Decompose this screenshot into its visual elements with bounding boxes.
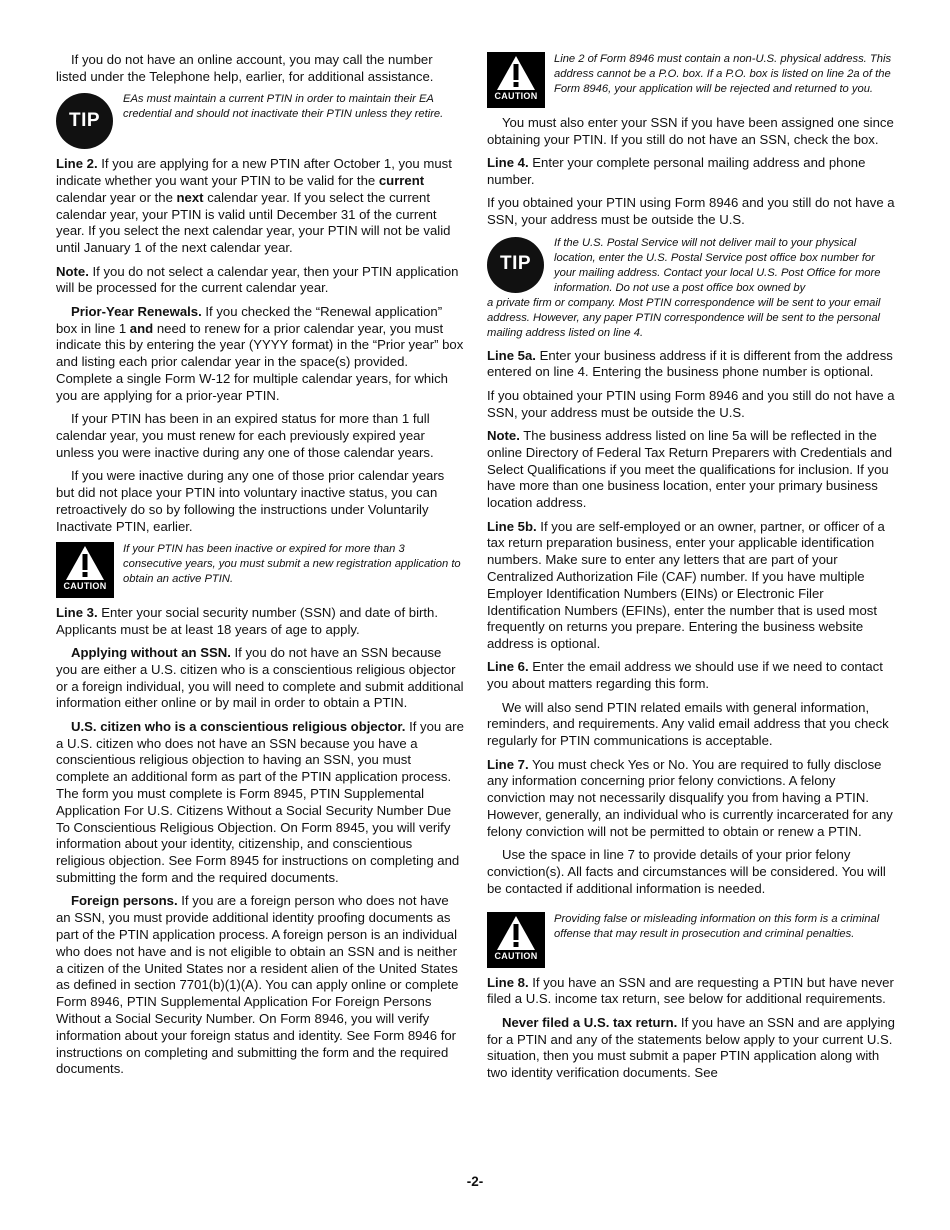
caution-text: If your PTIN has been inactive or expired for more than 3 consecutive years, you must submit a new registration application to obtain an active PTIN. xyxy=(123,542,461,585)
paragraph-line-6: Line 6. Enter the email address we should use if we need to contact you about matters regarding this form. xyxy=(487,659,883,692)
paragraph-line-5b: Line 5b. If you are self-employed or an owner, partner, or officer of a tax return preparation business, enter your applicable identification numbers. Make sure to enter any letters that are part of your Centralized Authorization File (CAF) number. If you have multiple Employer Identification Numbers (EINs) or Electronic Filer Identification Numbers (EFINs), enter the number that is used most frequently on returns you prepare. Entering the business website address is optional. xyxy=(487,518,885,652)
caution-box-false-info xyxy=(487,912,895,968)
paragraph-never-filed: Never filed a U.S. tax return. If you have an SSN and are applying for a PTIN and any of the statements below apply to your current U.S. situation, then you must submit a paper PTIN application along with two identity verification documents. See xyxy=(487,1014,895,1081)
paragraph-form-8946-address: If you obtained your PTIN using Form 8946 and you still do not have a SSN, your address must be outside the U.S. xyxy=(487,195,895,228)
caution-text: Providing false or misleading information on this form is a criminal offense that may result in prosecution and criminal penalties. xyxy=(554,912,880,940)
paragraph-line-2: Line 2. If you are applying for a new PTIN after October 1, you must indicate whether you want your PTIN to be valid for the current calendar year or the next calendar year. If you select the current calendar year, your PTIN is valid until December 31 of the current year. If you select the next calendar year, your PTIN will not be valid until January 1 of the next calendar year. xyxy=(56,156,452,256)
paragraph-note-business: Note. The business address listed on line 5a will be reflected in the online Directory of Federal Tax Return Preparers with Credentials and Select Qualifications if you meet the qualifications for inclusion. If you have more than one business location, enter your primary business location address. xyxy=(487,427,893,511)
paragraph-line-3: Line 3. Enter your social security number (SSN) and date of birth. Applicants must be at least 18 years of age to apply. xyxy=(56,604,438,637)
caution-icon: CAUTION xyxy=(487,52,545,108)
paragraph-emails: We will also send PTIN related emails with general information, reminders, and requirements. Any valid email address that you check regularly for PTIN communications is acceptable. xyxy=(487,699,889,749)
paragraph-note: Note. If you do not select a calendar year, then your PTIN application will be processed for the current calendar year. xyxy=(56,263,459,296)
paragraph-form-8946-address-2: If you obtained your PTIN using Form 8946 and you still do not have a SSN, your address must be outside the U.S. xyxy=(487,387,895,420)
paragraph-felony-details: Use the space in line 7 to provide details of your prior felony conviction(s). All facts and circumstances will be considered. You will be contacted if additional information is needed. xyxy=(487,847,886,896)
caution-icon: CAUTION xyxy=(487,912,545,968)
paragraph-inactive-years: If you were inactive during any one of those prior calendar years but did not place your PTIN into voluntary inactive status, you can retroactively do so by following the instructions under Voluntarily Inactivate PTIN, earlier. xyxy=(56,468,445,534)
right-column xyxy=(487,52,895,1089)
tip-text-continued: a private firm or company. Most PTIN correspondence will be sent to your email address. However, any paper PTIN correspondence will be sent to the personal mailing address listed on line 4. xyxy=(487,296,881,339)
paragraph-religious-objector: U.S. citizen who is a conscientious religious objector. If you are a U.S. citizen who does not have an SSN because you have a conscientious religious objection to having an SSN, you must complete an additional form as part of the PTIN application process. The form you must complete is Form 8945, PTIN Supplemental Application For U.S. Citizens Without a Social Security Number Due To Conscientious Religious Objection. On Form 8945, you will verify information about your identity, citizenship, and conscientious religious objection. See Form 8945 for instructions on completing and submitting the form and the required documents. xyxy=(56,718,464,886)
paragraph-prior-year-renewals: Prior-Year Renewals. If you checked the “Renewal application” box in line 1 and need to renew for a prior calendar year, you must indicate this by entering the year (YYYY format) in the “Prior year” box and listing each prior calendar year in the space(s) provided. Complete a single Form W-12 for multiple calendar years, for which you are applying for a prior-year PTIN. xyxy=(56,303,464,403)
paragraph-line-5a: Line 5a. Enter your business address if it is different from the address entered on line 4. Entering the business phone number is optional. xyxy=(487,347,893,380)
paragraph-foreign-persons: Foreign persons. If you are a foreign person who does not have an SSN, you must provide additional identity proofing documents as part of the PTIN application process. A foreign person is an individual who does not have and is not eligible to obtain an SSN and is neither a citizen of the United States nor a resident alien of the United States as defined in section 7701(b)(1)(A). You can apply online or complete Form 8946, PTIN Supplemental Application For Foreign Persons Without a Social Security Number. On Form 8946, you will verify information about your foreign status and identity. See Form 8946 for instructions on completing and submitting the form and the required documents. xyxy=(56,893,459,1077)
tip-icon: TIP xyxy=(56,93,113,149)
caution-box-inactive xyxy=(56,542,464,598)
paragraph-line-4: Line 4. Enter your complete personal mailing address and phone number. xyxy=(487,155,866,187)
paragraph-applying-without-ssn: Applying without an SSN. If you do not have an SSN because you are either a U.S. citizen who is a conscientious religious objector or a foreign individual, you will need to complete and submit additional information either online or by mail in order to obtain a PTIN. xyxy=(56,645,464,711)
paragraph-online-account: If you do not have an online account, you may call the number listed under the Telephone help, earlier, for additional assistance. xyxy=(56,52,434,84)
tip-box-eas xyxy=(56,92,464,149)
tip-text: EAs must maintain a current PTIN in order to maintain their EA credential and should not inactivate their PTIN unless they retire. xyxy=(123,93,444,121)
tip-box-postal xyxy=(487,236,895,296)
page-number: -2- xyxy=(466,1174,484,1189)
caution-box-form-8946 xyxy=(487,52,895,108)
caution-text: Line 2 of Form 8946 must contain a non-U.S. physical address. This address cannot be a P.O. box. If a P.O. box is listed on line 2a of the Form 8946, your application will be rejected and returned to you. xyxy=(554,53,892,95)
paragraph-line-7: Line 7. You must check Yes or No. You are required to fully disclose any information concerning prior felony convictions. A felony conviction may not necessarily disqualify you from having a PTIN. However, generally, an individual who is currently incarcerated for any felony conviction will not be permitted to obtain or renew a PTIN. xyxy=(487,756,893,839)
tip-icon: TIP xyxy=(487,237,544,293)
paragraph-line-8: Line 8. If you have an SSN and are requesting a PTIN but have never filed a U.S. income tax return, see below for additional requirements. xyxy=(487,974,894,1007)
paragraph-expired-status: If your PTIN has been in an expired status for more than 1 full calendar year, you must renew for each previously expired year unless you were inactive during any one of those calendar years. xyxy=(56,411,434,460)
paragraph-enter-ssn: You must also enter your SSN if you have been assigned one since obtaining your PTIN. If you still do not have an SSN, check the box. xyxy=(487,115,894,147)
left-column xyxy=(56,52,464,1085)
caution-icon: CAUTION xyxy=(56,542,114,598)
tip-text: If the U.S. Postal Service will not deliver mail to your physical location, enter the U.S. Postal Service post office box number for your mailing address. Contact your local U.S. Post Office for more information. Do not use a post office box owned by xyxy=(554,236,881,294)
